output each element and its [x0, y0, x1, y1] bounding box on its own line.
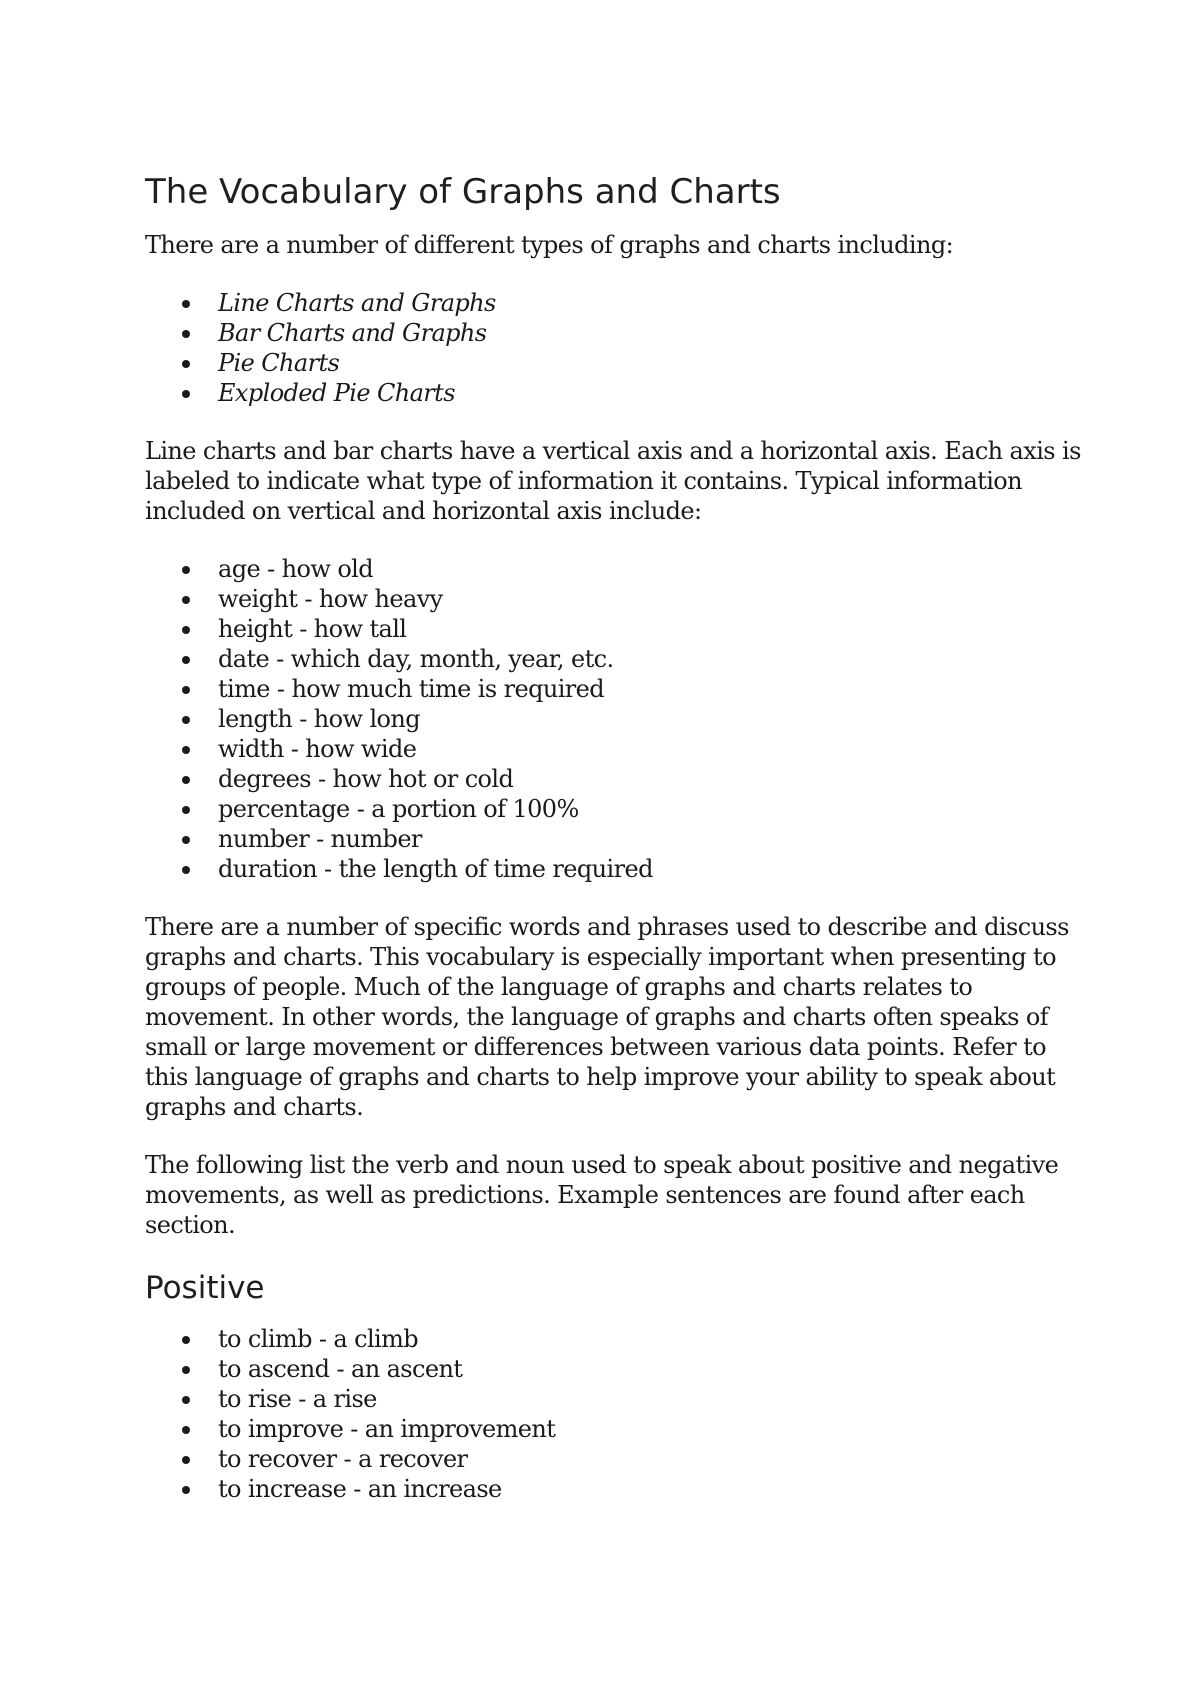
list-item: age - how old	[218, 554, 1085, 584]
list-item: Pie Charts	[218, 348, 1085, 378]
bullet-icon	[182, 360, 190, 368]
axis-paragraph: Line charts and bar charts have a vertical axis and a horizontal axis. Each axis is labeled to indicate what type of information it contains. Typical information included on vertical and horizontal axis include:	[145, 437, 1081, 525]
following-paragraph: The following list the verb and noun used to speak about positive and negative movements, as well as predictions. Example sentences are found after each section.	[145, 1151, 1059, 1239]
bullet-icon	[182, 300, 190, 308]
list-item: to rise - a rise	[218, 1384, 1085, 1414]
positive-items-list	[145, 1324, 1085, 1504]
bullet-icon	[182, 1486, 190, 1494]
list-item: width - how wide	[218, 734, 1085, 764]
list-item: degrees - how hot or cold	[218, 764, 1085, 794]
list-item: time - how much time is required	[218, 674, 1085, 704]
positive-heading: Positive	[145, 1270, 265, 1306]
list-item: Bar Charts and Graphs	[218, 318, 1085, 348]
list-item: height - how tall	[218, 614, 1085, 644]
list-item: date - which day, month, year, etc.	[218, 644, 1085, 674]
bullet-icon	[182, 686, 190, 694]
bullet-icon	[182, 1456, 190, 1464]
list-item: to improve - an improvement	[218, 1414, 1085, 1444]
list-item: to climb - a climb	[218, 1324, 1085, 1354]
bullet-icon	[182, 866, 190, 874]
bullet-icon	[182, 716, 190, 724]
bullet-icon	[182, 1366, 190, 1374]
page-title: The Vocabulary of Graphs and Charts	[145, 172, 781, 212]
bullet-icon	[182, 330, 190, 338]
list-item: duration - the length of time required	[218, 854, 1085, 884]
list-item: length - how long	[218, 704, 1085, 734]
list-item: Exploded Pie Charts	[218, 378, 1085, 408]
list-item: to ascend - an ascent	[218, 1354, 1085, 1384]
list-item: Line Charts and Graphs	[218, 288, 1085, 318]
bullet-icon	[182, 1426, 190, 1434]
intro-paragraph: There are a number of different types of graphs and charts including:	[145, 231, 954, 259]
bullet-icon	[182, 746, 190, 754]
list-item: to recover - a recover	[218, 1444, 1085, 1474]
list-item: percentage - a portion of 100%	[218, 794, 1085, 824]
list-item: to increase - an increase	[218, 1474, 1085, 1504]
vocabulary-paragraph: There are a number of specific words and phrases used to describe and discuss graphs and charts. This vocabulary is especially important when presenting to groups of people. Much of the language of graphs and charts relates to movement. In other words, the language of graphs and charts often speaks of small or large movement or differences between various data points. Refer to this language of graphs and charts to help improve your ability to speak about graphs and charts.	[145, 913, 1069, 1121]
list-item: number - number	[218, 824, 1085, 854]
bullet-icon	[182, 776, 190, 784]
bullet-icon	[182, 390, 190, 398]
bullet-icon	[182, 1336, 190, 1344]
bullet-icon	[182, 806, 190, 814]
bullet-icon	[182, 656, 190, 664]
chart-types-list	[145, 288, 1085, 408]
document-page	[145, 170, 1085, 1532]
bullet-icon	[182, 626, 190, 634]
axis-items-list	[145, 554, 1085, 884]
list-item: weight - how heavy	[218, 584, 1085, 614]
bullet-icon	[182, 566, 190, 574]
bullet-icon	[182, 836, 190, 844]
bullet-icon	[182, 596, 190, 604]
bullet-icon	[182, 1396, 190, 1404]
